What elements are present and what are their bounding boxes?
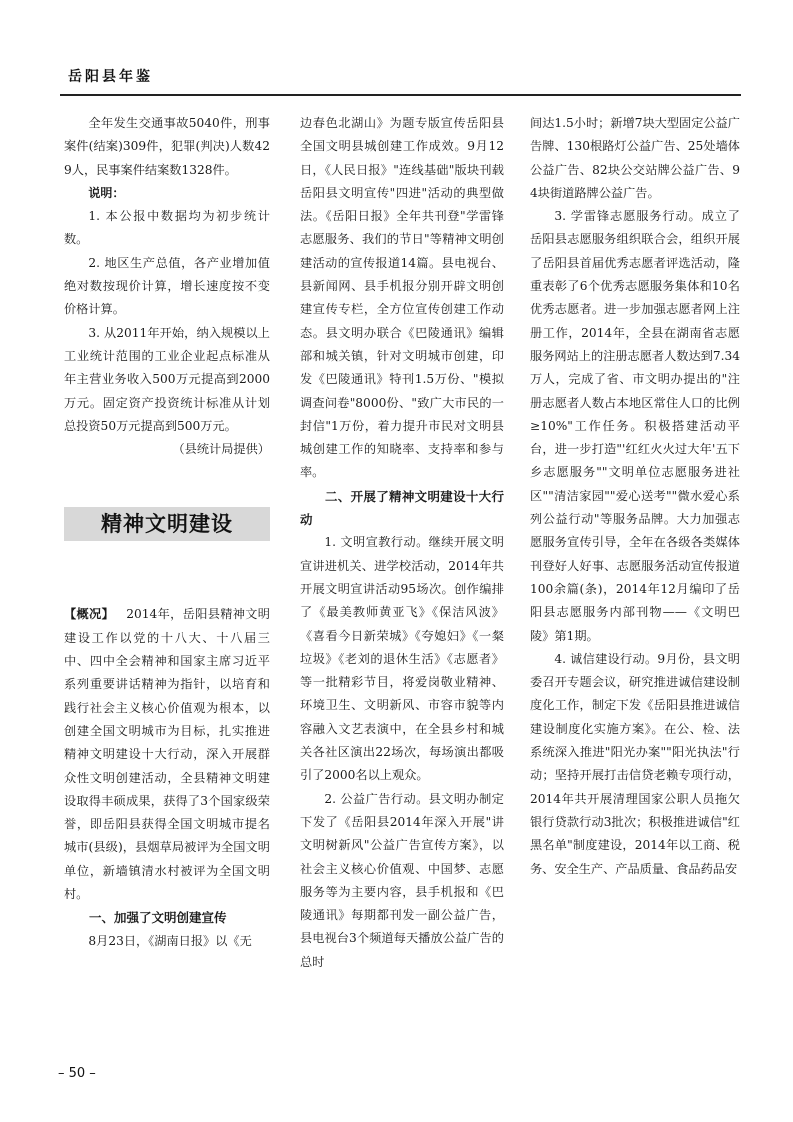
overview-text: 2014年，岳阳县精神文明建设工作以党的十八大、十八届三中、四中全会精神和国家主席习近平系列重要讲话精神为指针，以培育和践行社会主义核心价值观为根本，以创建全国文明城市为目标，扎实推进精神文明建设十大行动，深入开展群众性文明创建活动，全县精神文明建设取得丰硕成果，获得了3个国家级荣誉，即岳阳县获得全国文明城市提名城市(县级)，县烟草局被评为全国文明单位，新墙镇清水村被评为全国文明村。 <box>64 607 270 902</box>
running-header-title: 岳阳县年鉴 <box>68 69 153 85</box>
header-divider <box>60 94 741 96</box>
column-2 <box>300 112 504 974</box>
note-2: 2. 地区生产总值，各产业增加值绝对数按现价计算，增长速度按不变价格计算。 <box>64 255 270 317</box>
item-3-paragraph: 3. 学雷锋志愿服务行动。成立了岳阳县志愿服务组织联合会，组织开展了岳阳县首届优秀志愿者评选活动，隆重表彰了6个优秀志愿服务集体和10名优秀志愿者。进一步加强志愿者网上注册工作，2014年，全县在湖南省志愿服务网站上的注册志愿者人数达到7.34万人，完成了省、市文明办提出的"注册志愿者人数占本地区常住人口的比例≥10%"工作任务。积极搭建活动平台，进一步打造"'红红火火过大年'五下乡志愿服务""文明单位志愿服务进社区""清洁家园""爱心送考""微水爱心系列公益行动"等服务品牌。大力加强志愿服务宣传引导，全年在各级各类媒体刊登好人好事、志愿服务活动宣传报道100余篇(条)，2014年12月编印了岳阳县志愿服务内部刊物——《文明巴陵》第1期。 <box>530 209 740 643</box>
subheading-2: 二、开展了精神文明建设十大行动 <box>300 488 504 528</box>
source-credit: （县统计局提供） <box>172 442 270 457</box>
item-1-paragraph: 1. 文明宣教行动。继续开展文明宣讲进机关、进学校活动，2014年共开展文明宣讲活动95场次。创作编排了《最美教师黄亚飞》《保洁风波》《喜看今日新荣城》《夸媳妇》《一粲垃圾》《老刘的退休生活》《志愿者》等一批精彩节目，将爱岗敬业精神、环境卫生、文明新风、市容市貌等内容融入文艺表演中，在全县乡村和城关各社区演出22场次，每场演出都吸引了2000名以上观众。 <box>300 535 504 783</box>
item-4-paragraph: 4. 诚信建设行动。9月份，县文明委召开专题会议，研究推进诚信建设制度化工作，制定下发《岳阳县推进诚信建设制度化实施方案》。在公、检、法系统深入推进"阳光办案""阳光执法"行动；坚持开展打击信贷老赖专项行动，2014年共开展清理国家公职人员拖欠银行贷款行动3批次；积极推进诚信"红黑名单"制度建设，2014年以工商、税务、安全生产、产品质量、食品药品安 <box>530 651 740 876</box>
overview-paragraph <box>64 603 270 906</box>
section-title-banner <box>64 507 270 541</box>
page-number: – 50 – <box>58 1066 96 1081</box>
stats-paragraph: 全年发生交通事故5040件，刑事案件(结案)309件，犯罪(判决)人数429人，民事案件结案数1328件。 <box>64 116 270 177</box>
note-3: 3. 从2011年开始，纳入规模以上工业统计范围的工业企业起点标准从年主营业务收入500万元提高到2000万元。固定资产投资统计标准从计划总投资50万元提高到500万元。 <box>64 325 270 433</box>
column-3 <box>530 112 740 881</box>
overview-label: 【概况】 <box>64 607 115 622</box>
item-2-paragraph-continued: 间达1.5小时；新增7块大型固定公益广告牌、130根路灯公益广告、25处墙体公益广告、82块公交站牌公益广告、94块街道路牌公益广告。 <box>530 116 740 200</box>
item-2-paragraph: 2. 公益广告行动。县文明办制定下发了《岳阳县2014年深入开展"讲文明树新风"公益广告宣传方案》，以社会主义核心价值观、中国梦、志愿服务等为主要内容，县手机报和《巴陵通讯》每期都刊发一副公益广告，县电视台3个频道每天播放公益广告的总时 <box>300 791 504 969</box>
subheading-1: 一、加强了文明创建宣传 <box>89 910 227 926</box>
publicity-paragraph-continued: 边春色北湖山》为题专版宣传岳阳县全国文明县城创建工作成效。9月12日，《人民日报》"连线基础"版块刊载岳阳县文明宣传"四进"活动的典型做法。《岳阳日报》全年共刊登"学雷锋志愿服务、我们的节日"等精神文明创建活动的宣传报道14篇。县电视台、县新闻网、县手机报分别开辟文明创建宣传专栏，全方位宣传创建工作动态。县文明办联合《巴陵通讯》编辑部和城关镇，针对文明城市创建，印发《巴陵通讯》特刊1.5万份、"模拟调查问卷"8000份、"致广大市民的一封信"1万份，着力提升市民对文明县城创建工作的知晓率、支持率和参与率。 <box>300 116 504 480</box>
notes-label <box>64 182 270 205</box>
note-1: 1. 本公报中数据均为初步统计数。 <box>64 209 270 247</box>
section-title: 精神文明建设 <box>101 511 233 536</box>
publicity-paragraph-start: 8月23日，《湖南日报》以《无 <box>88 933 252 948</box>
column-1 <box>64 112 270 953</box>
notes-label-text: 说明： <box>88 185 125 200</box>
